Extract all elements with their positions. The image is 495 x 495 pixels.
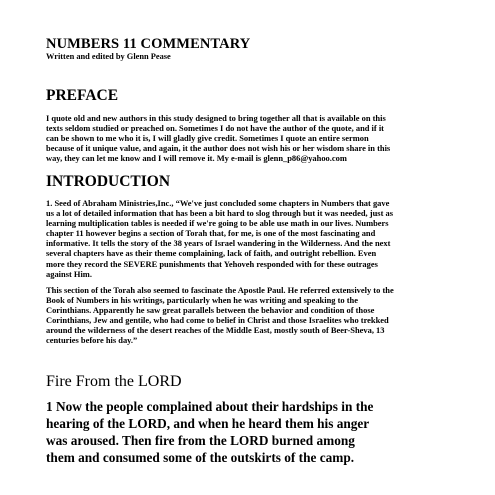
document-byline: Written and edited by Glenn Pease [46, 52, 171, 61]
document-title: NUMBERS 11 COMMENTARY [46, 36, 251, 52]
preface-line: can be shown to me who it is, I will gladly give credit. Sometimes I quote an entire sermon [46, 133, 369, 144]
verse-line: them and consumed some of the outskirts of the camp. [46, 450, 355, 465]
preface-heading: PREFACE [46, 87, 119, 104]
verse-line: was aroused. Then fire from the LORD burned among [46, 433, 355, 448]
introduction-line: 1. Seed of Abraham Ministries,Inc., “We've just concluded some chapters in Numbers that gave [46, 198, 390, 208]
preface-paragraph [46, 113, 456, 163]
introduction-line: learning multiplication tables is needed if we're going to be able use math in our lives. Numbers [46, 218, 389, 229]
introduction-line: informative. It tells the story of the 38 years of Israel wandering in the Wilderness. And the next [46, 238, 391, 249]
verse-line: hearing of the LORD, and when he heard them his anger [46, 416, 370, 431]
introduction-line: Book of Numbers in his writings, particularly when he was writing and speaking to the [46, 295, 358, 306]
introduction-line: centuries before his day.” [46, 335, 138, 346]
preface-line: I quote old and new authors in this study designed to bring together all that is available on this [46, 113, 386, 123]
preface-line: texts seldom studied or preached on. Sometimes I do not have the author of the quote, and if it [46, 123, 384, 134]
fire-from-the-lord-heading: Fire From the LORD [46, 373, 182, 390]
introduction-paragraph-2 [46, 285, 456, 346]
introduction-line: This section of the Torah also seemed to fascinate the Apostle Paul. He referred extensively to the [46, 285, 394, 295]
introduction-line: us a lot of detailed information that has been a bit hard to slog through but it was needed, just as [46, 208, 393, 219]
introduction-paragraph-1 [46, 198, 456, 279]
verse-paragraph [46, 398, 476, 466]
introduction-heading: INTRODUCTION [46, 173, 171, 190]
introduction-line: chapter 11 however begins a section of Torah that, for me, is one of the most fascinating and [46, 228, 376, 239]
introduction-line: Corinthians, Jew and gentile, who had come to belief in Christ and those Israelites who trekked [46, 315, 389, 326]
preface-line: because of it unique value, and again, it the author does not wish his or her wisdom share in this [46, 143, 391, 154]
preface-line: way, they can let me know and I will remove it. My e-mail is glenn_p86@yahoo.com [46, 153, 347, 164]
verse-line: 1 Now the people complained about their hardships in the [46, 399, 374, 414]
introduction-line: several chapters have as their theme complaining, lack of faith, and outright rebellion. Even [46, 248, 377, 259]
introduction-line: against Him. [46, 268, 92, 279]
introduction-line: around the wilderness of the desert reaches of the Middle East, mostly south of Beer-Sheva, 13 [46, 325, 385, 336]
introduction-line: more they record the SEVERE punishments that Yehoveh responded with for these outrages [46, 258, 378, 269]
introduction-line: Corinthians. Apparently he saw great parallels between the behavior and condition of those [46, 305, 375, 316]
